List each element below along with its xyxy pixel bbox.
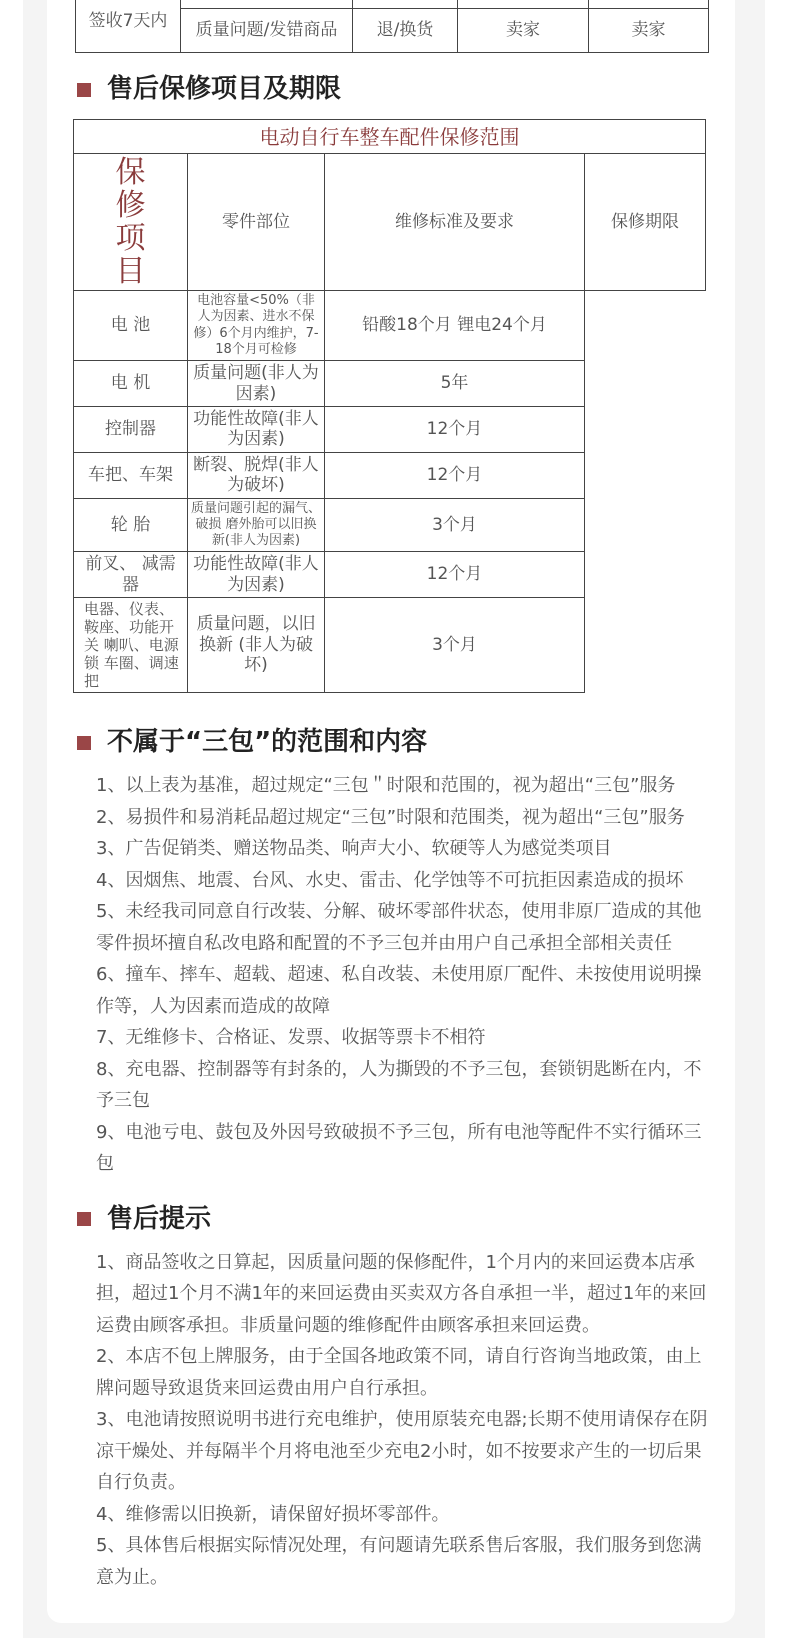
table-cell: [589, 0, 709, 9]
table-row: [74, 291, 706, 361]
cell-part: 电 机: [74, 361, 188, 407]
table-cell: [353, 0, 458, 9]
list-item: 3、广告促销类、赠送物品类、响声大小、软硬等人为感觉类项目: [96, 838, 612, 860]
table-cell: [181, 0, 353, 9]
table-cell: [458, 0, 589, 9]
table-row: [74, 498, 706, 552]
table-cell: 卖家: [458, 9, 589, 53]
cell-standard: 功能性故障(非人为因素): [188, 406, 325, 452]
tips-list: [96, 1247, 716, 1594]
exclusion-list: [96, 770, 716, 1180]
cell-part: 电器、仪表、 鞍座、功能开关 喇叭、电源锁 车圈、调速把: [74, 598, 188, 693]
cell-standard: 功能性故障(非人为因素): [188, 552, 325, 598]
page-background: [23, 0, 765, 1638]
table-row: [74, 361, 706, 407]
column-header: 维修标准及要求: [325, 154, 585, 291]
cell-standard: 质量问题引起的漏气、破损 磨外胎可以旧换新(非人为因素): [188, 498, 325, 552]
list-item: 3、电池请按照说明书进行充电维护，使用原装充电器;长期不使用请保存在阴凉干燥处、并每隔半个月将电池至少充电2小时，如不按要求产生的一切后果自行负责。: [96, 1409, 708, 1494]
table-cell: 退/换货: [353, 9, 458, 53]
table-row: [76, 0, 709, 9]
return-policy-table: [75, 0, 709, 53]
table-row: [74, 452, 706, 498]
table-row: [74, 406, 706, 452]
list-item: 2、本店不包上牌服务，由于全国各地政策不同，请自行咨询当地政策，由上牌问题导致退货来回运费由用户自行承担。: [96, 1346, 702, 1399]
cell-period: 铅酸18个月 锂电24个月: [325, 291, 585, 361]
heading-text: 不属于“三包”的范围和内容: [107, 727, 428, 758]
warranty-table-title: 电动自行车整车配件保修范围: [74, 120, 706, 154]
column-header: 零件部位: [188, 154, 325, 291]
cell-period: 12个月: [325, 452, 585, 498]
side-label: 保修项目: [74, 154, 188, 291]
table-row: [74, 552, 706, 598]
square-bullet-icon: [77, 1212, 91, 1226]
list-item: 9、电池亏电、鼓包及外因号致破损不予三包，所有电池等配件不实行循环三包: [96, 1121, 702, 1175]
list-item: 6、撞车、摔车、超载、超速、私自改装、未使用原厂配件、未按使用说明操作等，人为因素而造成的故障: [96, 964, 702, 1017]
cell-period: 5年: [325, 361, 585, 407]
list-item: 5、具体售后根据实际情况处理，有问题请先联系售后客服，我们服务到您满意为止。: [96, 1535, 702, 1588]
heading-text: 售后提示: [107, 1203, 212, 1234]
content-card: [47, 0, 735, 1623]
cell-part: 电 池: [74, 291, 188, 361]
column-header: 保修期限: [585, 154, 706, 291]
cell-period: 12个月: [325, 552, 585, 598]
cell-period: 3个月: [325, 498, 585, 552]
table-cell: 卖家: [589, 9, 709, 53]
section-heading: [77, 727, 735, 758]
cell-part: 车把、车架: [74, 452, 188, 498]
list-item: 1、商品签收之日算起，因质量问题的保修配件，1个月内的来回运费本店承担，超过1个月不满1年的来回运费由买卖双方各自承担一半，超过1年的来回运费由顾客承担。非质量问题的维修配件由顾客承担来回运费。: [96, 1251, 707, 1336]
list-item: 4、维修需以旧换新，请保留好损坏零部件。: [96, 1503, 450, 1525]
cell-part: 轮 胎: [74, 498, 188, 552]
table-row: [74, 598, 706, 693]
cell-standard: 质量问题，以旧换新 (非人为破坏): [188, 598, 325, 693]
list-item: 1、以上表为基准，超过规定“三包＂时限和范围的，视为超出“三包”服务: [96, 775, 676, 797]
cell-standard: 电池容量<50%（非人为因素、进水不保修）6个月内维护，7-18个月可检修: [188, 291, 325, 361]
warranty-table: [73, 119, 706, 693]
cell-standard: 质量问题(非人为因素): [188, 361, 325, 407]
list-item: 7、无维修卡、合格证、发票、收据等票卡不相符: [96, 1027, 486, 1049]
list-item: 5、未经我司同意自行改装、分解、破坏零部件状态，使用非原厂造成的其他零件损坏擅自私改电路和配置的不予三包并由用户自己承担全部相关责任: [96, 901, 702, 954]
cell-period: 12个月: [325, 406, 585, 452]
list-item: 2、易损件和易消耗品超过规定“三包”时限和范围类，视为超出“三包”服务: [96, 806, 685, 828]
table-cell: 质量问题/发错商品: [181, 9, 353, 53]
square-bullet-icon: [77, 83, 91, 97]
square-bullet-icon: [77, 736, 91, 750]
heading-text: 售后保修项目及期限: [107, 74, 342, 104]
cell-standard: 断裂、脱焊(非人为破坏): [188, 452, 325, 498]
section-heading: [77, 74, 735, 105]
list-item: 4、因烟焦、地震、台风、水史、雷击、化学蚀等不可抗拒因素造成的损坏: [96, 869, 684, 891]
cell-part: 控制器: [74, 406, 188, 452]
list-item: 8、充电器、控制器等有封条的，人为撕毁的不予三包，套锁钥匙断在内，不予三包: [96, 1058, 702, 1112]
row-label: 签收7天内: [76, 0, 181, 53]
cell-part: 前叉、 减需器: [74, 552, 188, 598]
section-heading: [77, 1204, 735, 1235]
cell-period: 3个月: [325, 598, 585, 693]
